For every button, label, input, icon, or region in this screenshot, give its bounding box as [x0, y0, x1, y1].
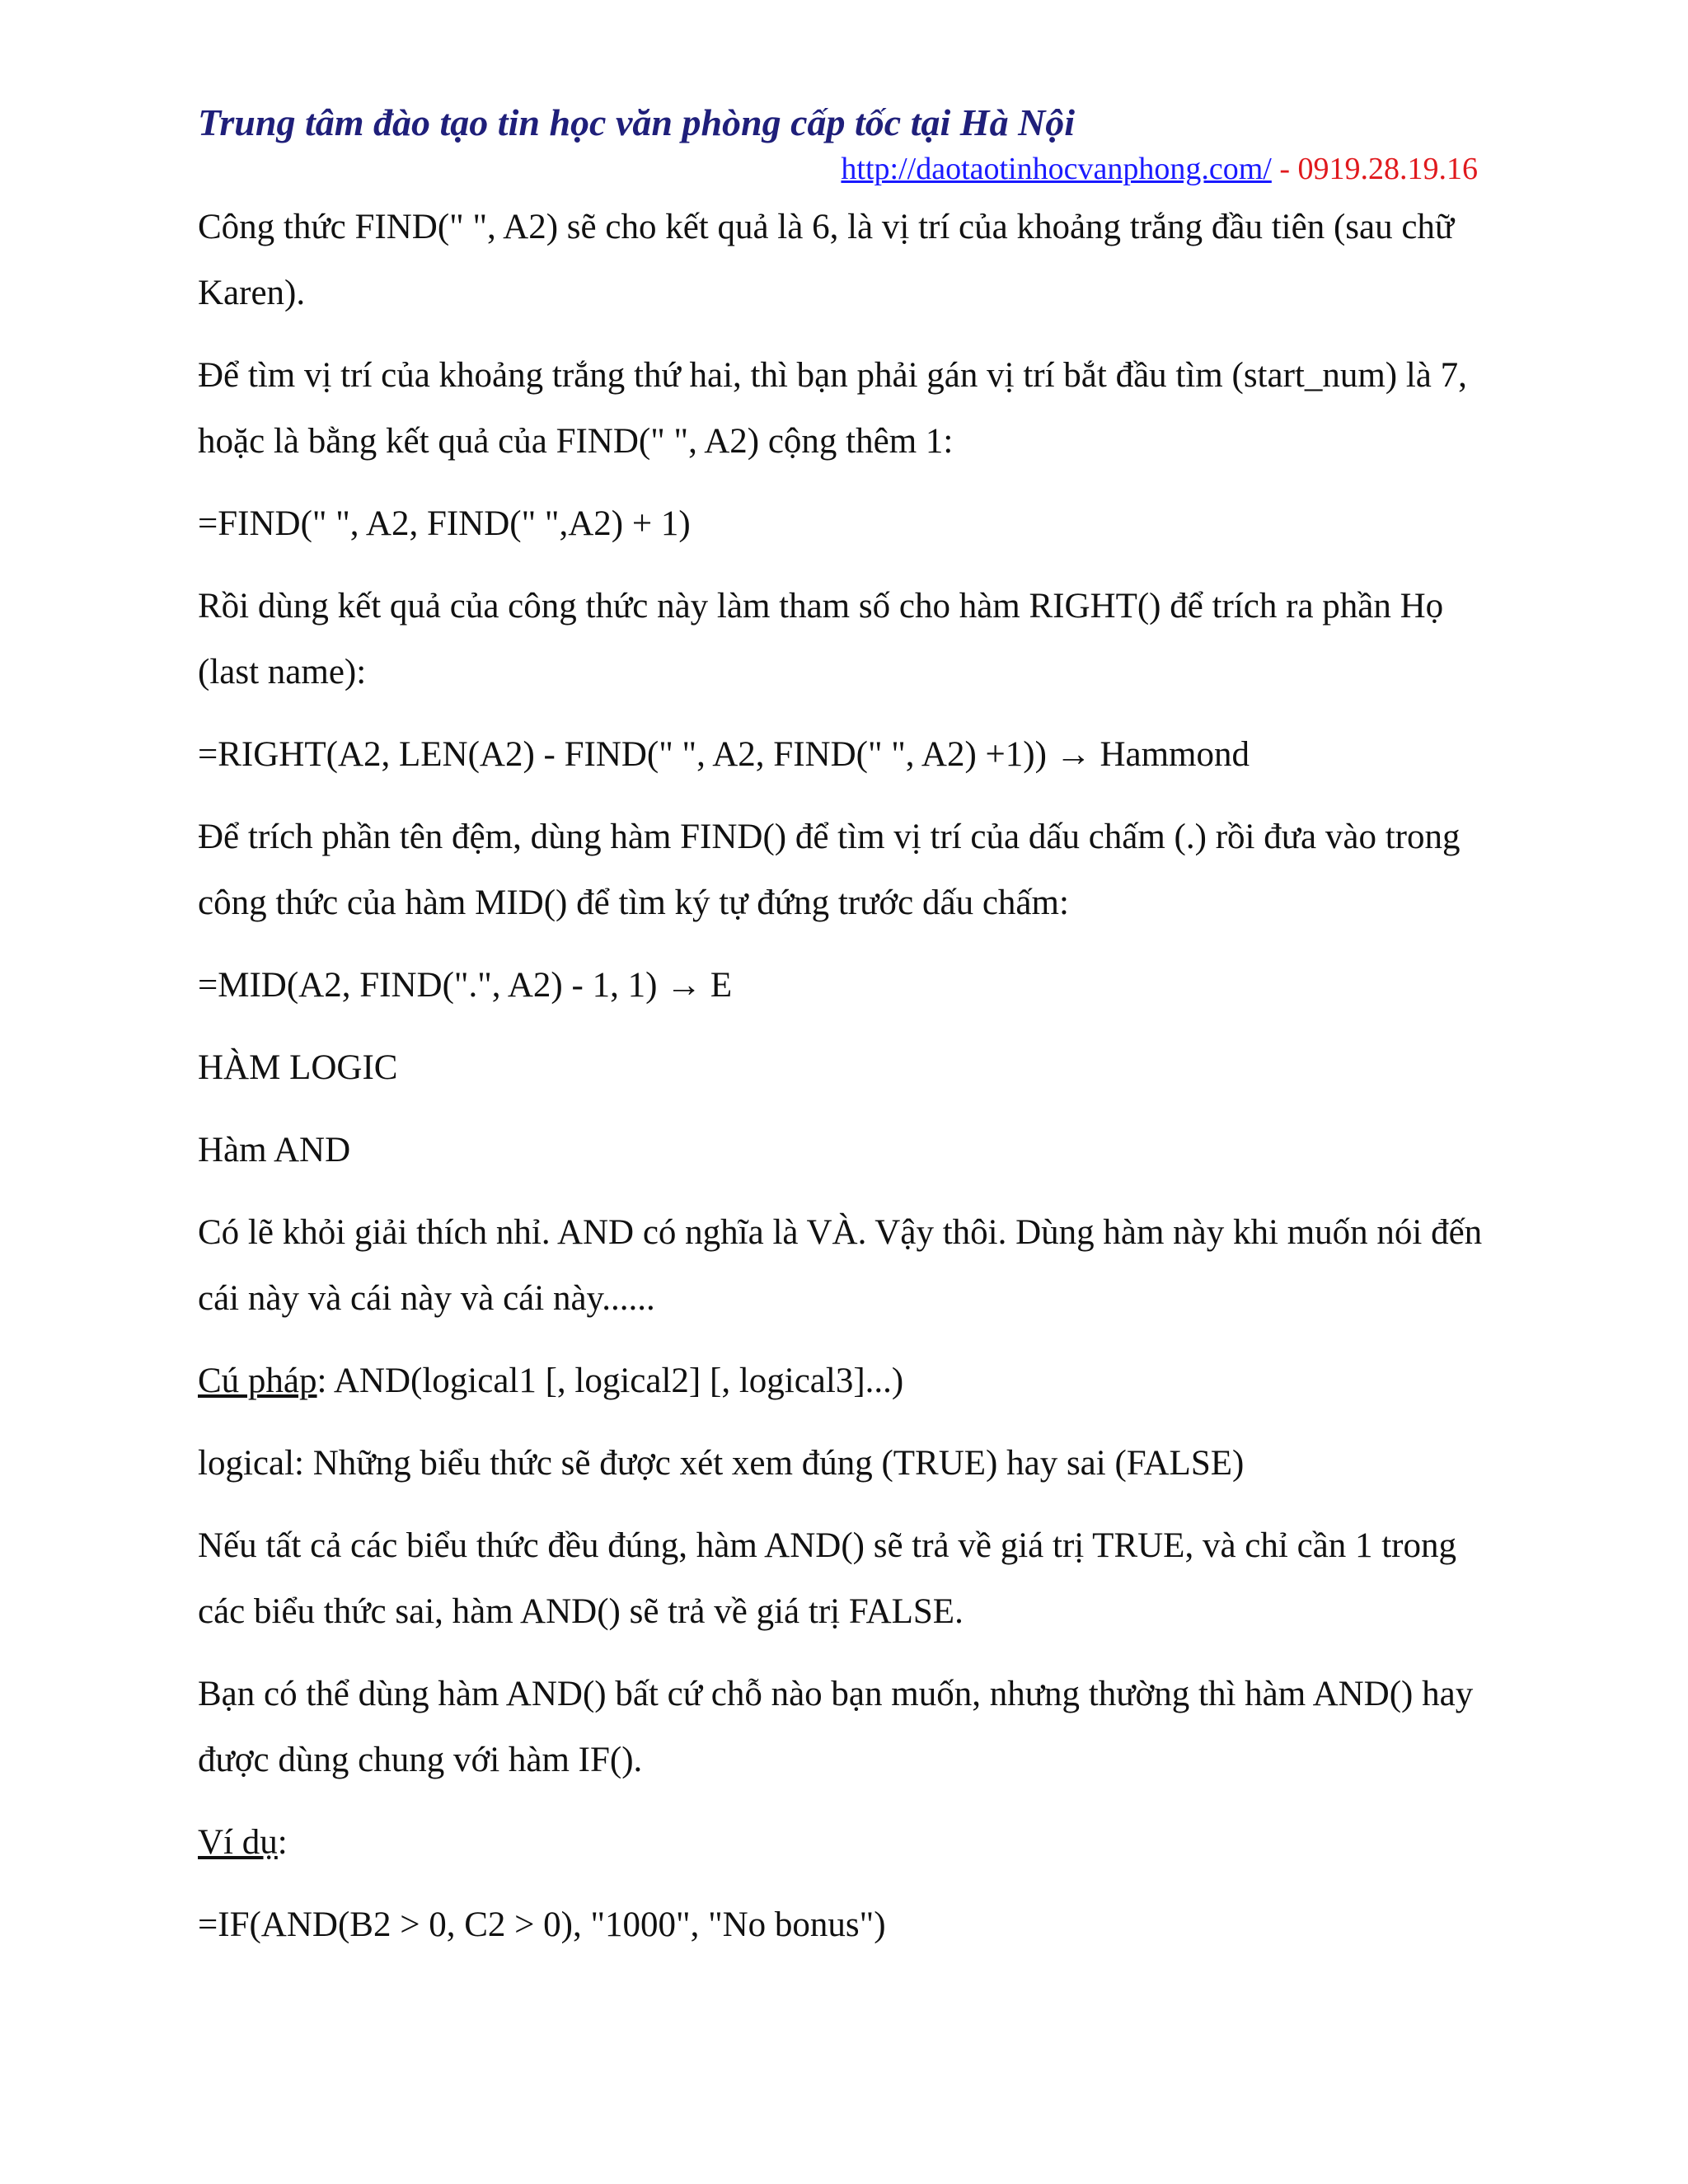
document-body — [198, 194, 1492, 1975]
paragraph-find-first-space: Công thức FIND(" ", A2) sẽ cho kết quả là 6, là vị trí của khoảng trắng đầu tiên (sau chữ Karen). — [198, 208, 1455, 312]
syntax-text: : AND(logical1 [, logical2] [, logical3]...) — [316, 1361, 904, 1400]
section-heading-logic: HÀM LOGIC — [198, 1048, 398, 1087]
header-contact — [841, 148, 1478, 190]
header-separator: - — [1271, 152, 1298, 186]
syntax-line — [198, 1348, 1492, 1414]
example-formula: =IF(AND(B2 > 0, C2 > 0), "1000", "No bonus") — [198, 1905, 886, 1944]
formula-find-nested: =FIND(" ", A2, FIND(" ",A2) + 1) — [198, 504, 691, 543]
subheading-and-function: Hàm AND — [198, 1131, 351, 1169]
example-label: Ví dụ — [198, 1823, 278, 1862]
example-colon: : — [277, 1823, 288, 1862]
header-title: Trung tâm đào tạo tin học văn phòng cấp tốc tại Hà Nội — [198, 101, 1076, 143]
paragraph-right-last-name: Rồi dùng kết quả của công thức này làm tham số cho hàm RIGHT() để trích ra phần Họ (last name): — [198, 587, 1444, 691]
formula-mid: =MID(A2, FIND(".", A2) - 1, 1) → E — [198, 966, 733, 1005]
paragraph-and-result: Nếu tất cả các biểu thức đều đúng, hàm AND() sẽ trả về giá trị TRUE, và chỉ cần 1 trong các biểu thức sai, hàm AND() sẽ trả về giá trị FALSE. — [198, 1526, 1457, 1631]
paragraph-logical-arg: logical: Những biểu thức sẽ được xét xem đúng (TRUE) hay sai (FALSE) — [198, 1444, 1245, 1483]
paragraph-and-with-if: Bạn có thể dùng hàm AND() bất cứ chỗ nào bạn muốn, nhưng thường thì hàm AND() hay được dùng chung với hàm IF(). — [198, 1675, 1474, 1779]
example-label-line — [198, 1810, 1492, 1876]
phone-number: 0919.28.19.16 — [1297, 152, 1478, 186]
formula-right: =RIGHT(A2, LEN(A2) - FIND(" ", A2, FIND(" ", A2) +1)) → Hammond — [198, 735, 1250, 774]
paragraph-find-second-space: Để tìm vị trí của khoảng trắng thứ hai, thì bạn phải gán vị trí bắt đầu tìm (start_num) là 7, hoặc là bằng kết quả của FIND(" ", A2) cộng thêm 1: — [198, 356, 1467, 461]
syntax-label: Cú pháp — [198, 1361, 317, 1400]
paragraph-middle-name: Để trích phần tên đệm, dùng hàm FIND() để tìm vị trí của dấu chấm (.) rồi đưa vào trong công thức của hàm MID() để tìm ký tự đứng trước dấu chấm: — [198, 818, 1461, 922]
website-link[interactable]: http://daotaotinhocvanphong.com/ — [841, 152, 1272, 186]
paragraph-and-explanation: Có lẽ khỏi giải thích nhỉ. AND có nghĩa là VÀ. Vậy thôi. Dùng hàm này khi muốn nói đến cái này và cái này và cái này...... — [198, 1213, 1483, 1318]
